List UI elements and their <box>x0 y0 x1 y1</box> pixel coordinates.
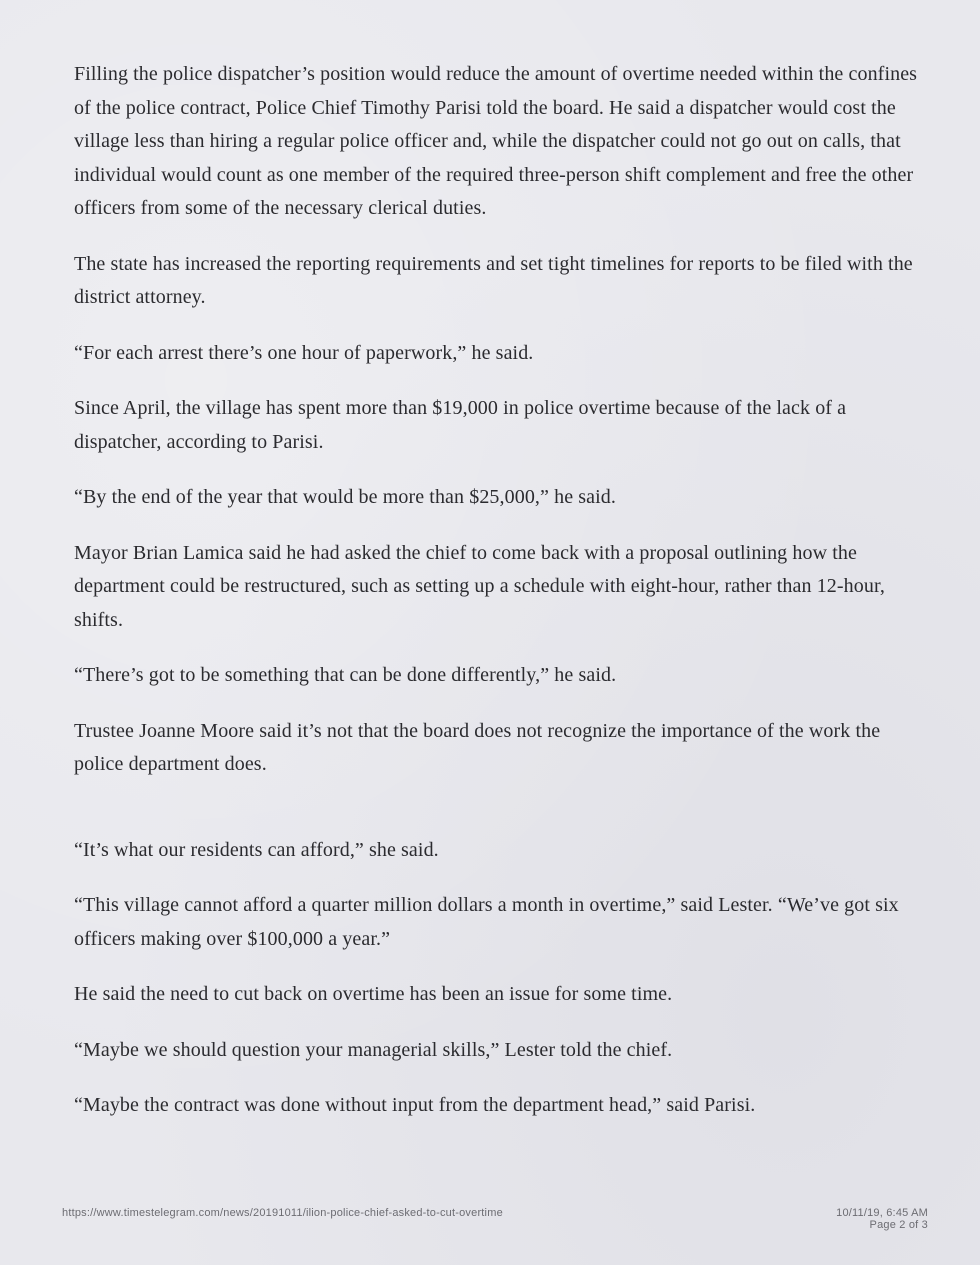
footer-meta <box>836 1207 928 1231</box>
paragraph-dispatcher-position: Filling the police dispatcher’s position would reduce the amount of overtime needed within the confines of the police contract, Police Chief Timothy Parisi told the board. He said a dispatcher would cost the village less than hiring a regular police officer and, while the dispatcher could not go out on calls, that individual would count as one member of the required three-person shift complement and free the other officers from some of the necessary clerical duties. <box>74 63 918 219</box>
paragraph-lester-quote: “This village cannot afford a quarter million dollars a month in overtime,” said Lester. “We’ve got six officers making over $100,000 a year.” <box>74 894 899 950</box>
paragraph-year-end-quote: “By the end of the year that would be more than $25,000,” he said. <box>74 486 616 508</box>
paragraph-mayor-quote: “There’s got to be something that can be done differently,” he said. <box>74 664 617 686</box>
paragraph-managerial-skills-quote: “Maybe we should question your managerial skills,” Lester told the chief. <box>74 1038 673 1061</box>
footer-datetime: 10/11/19, 6:45 AM <box>836 1207 928 1219</box>
paragraph-mayor-proposal: Mayor Brian Lamica said he had asked the chief to come back with a proposal outlining how the department could be restructured, such as setting up a schedule with eight-hour, rather than 12-hour, shifts. <box>74 541 886 631</box>
paragraph-residents-afford-quote: “It’s what our residents can afford,” she said. <box>74 838 439 861</box>
article-body <box>74 58 924 1123</box>
paragraph-trustee-moore: Trustee Joanne Moore said it’s not that the board does not recognize the importance of the work the police department does. <box>74 719 881 775</box>
paragraph-paperwork-quote: “For each arrest there’s one hour of paperwork,” he said. <box>74 341 534 364</box>
footer-page-number: Page 2 of 3 <box>869 1219 928 1231</box>
footer-source-url: https://www.timestelegram.com/news/20191011/ilion-police-chief-asked-to-cut-overtime <box>62 1207 503 1219</box>
paragraph-overtime-since-april: Since April, the village has spent more than $19,000 in police overtime because of the lack of a dispatcher, according to Parisi. <box>74 397 847 453</box>
paragraph-overtime-issue: He said the need to cut back on overtime has been an issue for some time. <box>74 983 673 1005</box>
paragraph-reporting-requirements: The state has increased the reporting requirements and set tight timelines for reports to be filed with the district attorney. <box>74 252 913 308</box>
paragraph-contract-quote: “Maybe the contract was done without input from the department head,” said Parisi. <box>74 1094 756 1116</box>
